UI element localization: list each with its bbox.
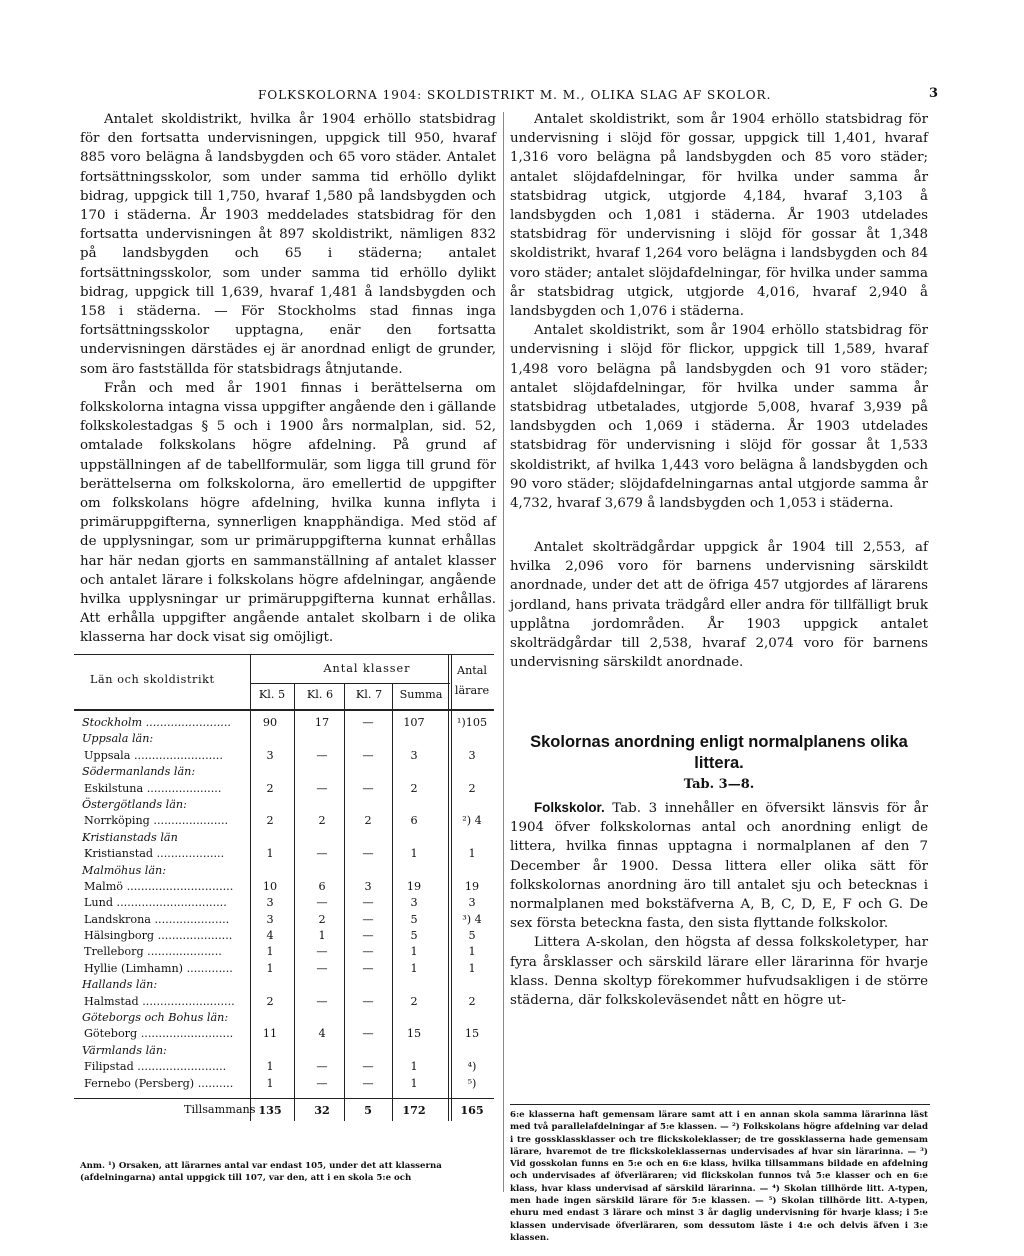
district-name: Kristianstad ................... (84, 847, 225, 861)
table-cell: 1 (410, 945, 418, 959)
table-cell: — (362, 896, 374, 910)
right-column (510, 110, 928, 513)
table-row (74, 863, 494, 879)
table-cell: 1 (266, 945, 274, 959)
table-row (74, 1059, 494, 1075)
table-cell: 1 (468, 945, 476, 959)
header-kl7: Kl. 7 (355, 688, 383, 701)
table-cell: 2 (468, 781, 476, 795)
table-cell: 3 (266, 748, 274, 762)
table-cell: — (362, 912, 374, 926)
table-cell: 165 (460, 1102, 484, 1117)
district-name: Hälsingborg ..................... (84, 929, 233, 943)
table-cell: 90 (262, 716, 278, 729)
table-cell: 4 (266, 929, 274, 943)
table-cell: 172 (402, 1102, 426, 1117)
district-name: Uppsala ......................... (84, 748, 223, 762)
table-cell: 1 (410, 1076, 418, 1090)
table-row (74, 797, 494, 813)
table-cell: ²) 4 (462, 814, 482, 828)
paragraph: Antalet skolträdgårdar uppgick år 1904 till 2,553, af hvilka 2,096 voro för barnens undervisning särskildt anordnade, under det att de öfriga 457 utgjordes af lärarens jordland, hans privata trädgård eller andra för tillfälligt bruk upplåtna jordområden. År 1903 uppgick antalet skolträdgårdar till 2,538, hvaraf 2,074 voro för barnens undervisning särskildt anordnade. (510, 540, 928, 671)
district-name: Norrköping ..................... (84, 814, 229, 828)
table-cell: 2 (410, 781, 418, 795)
table-row (74, 1076, 494, 1092)
table-cell: 15 (464, 1027, 480, 1041)
district-name: Kristianstads län (82, 830, 178, 844)
table-row (74, 715, 494, 731)
table-header (74, 654, 494, 711)
table-cell: 10 (262, 879, 278, 893)
table-cell: ¹)105 (456, 716, 488, 729)
table-cell: 3 (364, 879, 372, 893)
table-row (74, 912, 494, 928)
table-cell: 1 (410, 1060, 418, 1074)
table-cell: — (362, 1060, 374, 1074)
district-name: Halmstad .......................... (84, 994, 235, 1008)
table-cell: 1 (266, 1060, 274, 1074)
district-name: Fernebo (Persberg) .......... (84, 1076, 234, 1090)
table-cell: 3 (468, 896, 476, 910)
table-cell: 6 (318, 879, 326, 893)
table-row (74, 1098, 494, 1121)
folkskolor-text: Tab. 3 innehåller en öfversikt länsvis för år 1904 öfver folkskolornas antal och anordning enligt de littera, hvilka finnas upptagna i normalplanen af den 7 December år 1900. Dessa littera eller olika sätt för folkskolornas anordning äro till antalet sju och betecknas i normalplanen med bokstäfverna A, B, C, D, E, F och G. De sex första beteckna fasta, den sista flyttande folkskolor. (510, 801, 928, 932)
table-cell: 6 (410, 814, 418, 828)
table-cell: — (362, 1076, 374, 1090)
header-classes: Antal klasser (323, 662, 411, 675)
district-name: Tillsammans (184, 1102, 256, 1116)
table-row (74, 781, 494, 797)
footnote-rule (510, 1104, 930, 1105)
table-cell: — (362, 781, 374, 795)
table-cell: 2 (364, 814, 372, 828)
table-cell: 15 (406, 1027, 422, 1041)
table-cell: 1 (266, 847, 274, 861)
footnote-text: 6:e klasserna haft gemensam lärare samt att i en annan skola samma lärarinna läst med två parallelafdelningar af 5:e klassen. — ²) Folkskolans högre afdelning var delad i tre gossklassklasser och tre flickskoleklasser; de tre gossklasserna hade gemensam lärare, hvaremot de tre flickskoleklassernas undervisades af hvar sin lärarinna. — ³) Vid gosskolan funns en 5:e och en 6:e klass, hvilka tillsammans bildade en afdelning och undervisades af öfverläraren; vid flickskolan funnos två 5:e klasser och en 6:e klass, hvar klass undervisad af särskild lärarinna. — ⁴) Skolan tillhörde litt. A-typen, men hade ingen särskild lärare för 5:e klassen. — ⁵) Skolan tillhörde litt. A-typen, ehuru med endast 3 lärare och minst 3 år daglig undervisning för hvarje klass; i 5:e klassen undervisade öfverläraren, som dessutom läste i 4:e och delvis äfven i 3:e klassen. (510, 1110, 928, 1243)
table-cell: 19 (464, 879, 480, 893)
table-cell: 2 (410, 994, 418, 1008)
table-cell: 3 (410, 896, 418, 910)
table-cell: — (316, 748, 328, 762)
right-column-gardens (510, 538, 928, 672)
table-cell: — (316, 1060, 328, 1074)
paragraph: Littera A-skolan, den högsta af dessa folkskoletyper, har fyra årsklasser och särskild lärare eller lärarinna för hvarje klass. Denna skoltyp förekommer hufvudsakligen i de större städerna, där folkskoleväsendet nått en högre ut- (510, 935, 928, 1009)
district-name: Östergötlands län: (82, 797, 187, 811)
paragraph: Antalet skoldistrikt, hvilka år 1904 erhöllo statsbidrag för den fortsatta undervisningen, uppgick till 950, hvaraf 885 voro belägna å landsbygden och 65 voro städer. Antalet fortsättningsskolor, som under samma tid erhöllo dylikt bidrag, uppgick till 1,750, hvaraf 1,580 på landsbygden och 170 i städerna. År 1903 meddelades statsbidrag för den fortsatta undervisningen åt 897 skoldistrikt, nämligen 832 på landsbygden och 65 i städerna; antalet fortsättningsskolor, som under samma tid erhöllo dylikt bidrag, uppgick till 1,639, hvaraf 1,481 å landsbygden och 158 i städerna. — För Stockholms stad finnas inga fortsättningsskolor upptagna, enär den fortsatta undervisningen därstädes ej är anordnad enligt de grunder, som äro fastställda för statsbidrags åtnjutande. (80, 112, 496, 377)
table-row (74, 977, 494, 993)
table-cell: ³) 4 (462, 912, 482, 926)
district-name: Göteborg .......................... (84, 1027, 234, 1041)
table-cell: 3 (266, 912, 274, 926)
table-cell: 1 (410, 961, 418, 975)
classes-table (74, 654, 494, 1121)
table-row (74, 731, 494, 747)
header-summa: Summa (399, 688, 443, 701)
district-name: Landskrona ..................... (84, 912, 230, 926)
table-row (74, 1026, 494, 1042)
table-cell: 2 (468, 994, 476, 1008)
table-cell: 5 (410, 929, 418, 943)
table-cell: 3 (266, 896, 274, 910)
district-name: Hallands län: (82, 978, 158, 992)
header-teachers: Antal lärare (454, 664, 490, 697)
table-cell: 2 (266, 781, 274, 795)
table-cell: — (316, 847, 328, 861)
table-cell: — (316, 945, 328, 959)
page-number: 3 (929, 86, 940, 101)
district-name: Stockholm ........................ (82, 716, 231, 729)
table-cell: ⁴) (467, 1060, 477, 1074)
left-column (80, 110, 496, 648)
table-row (74, 1010, 494, 1026)
district-name: Hyllie (Limhamn) ............. (84, 961, 233, 975)
table-row (74, 813, 494, 829)
paragraph: Antalet skoldistrikt, som år 1904 erhöllo statsbidrag för undervisning i slöjd för flickor, uppgick till 1,589, hvaraf 1,498 voro belägna på landsbygden och 91 voro städer; antalet slöjdafdelningar, för hvilka under samma år statsbidrag utbetalades, utgjorde 5,008, hvaraf 3,939 på landsbygden och 1,069 i städerna. År 1903 utdelades statsbidrag för undervisning i slöjd för gossar åt 1,533 skoldistrikt, af hvilka 1,443 voro belägna å landsbygden och 90 voro städer; slöjdafdelningarnas antal utgjorde samma år 4,732, hvaraf 3,679 å landsbygden och 1,053 i städerna. (510, 323, 928, 512)
folkskolor-section (510, 798, 928, 1010)
paragraph: Antalet skoldistrikt, som år 1904 erhöllo statsbidrag för undervisning i slöjd för gossar, uppgick till 1,401, hvaraf 1,316 voro belägna på landsbygden och 85 voro städer; antalet slöjdafdelningar, för hvilka under samma år statsbidrag utgick, utgjorde 4,184, hvaraf 3,103 å landsbygden och 1,081 i städerna. År 1903 utdelades statsbidrag för undervisning i slöjd för gossar åt 1,348 skoldistrikt, hvaraf 1,264 voro belägna i landsbygden och 84 voro städer; antalet slöjdafdelningar, för hvilka under samma år statsbidrag utgick, utgjorde 4,016, hvaraf 2,940 å landsbygden och 1,076 i städerna. (510, 112, 928, 320)
table-cell: — (362, 847, 374, 861)
table-cell: — (362, 929, 374, 943)
header-district: Län och skoldistrikt (90, 673, 215, 686)
table-row (74, 830, 494, 846)
table-cell: — (362, 748, 374, 762)
district-name: Malmöhus län: (82, 863, 166, 877)
table-row (74, 846, 494, 862)
table-cell: 5 (468, 929, 476, 943)
district-name: Malmö .............................. (84, 879, 234, 893)
table-cell: 1 (410, 847, 418, 861)
table-cell: 19 (406, 879, 422, 893)
district-name: Lund ............................... (84, 896, 227, 910)
table-cell: — (362, 945, 374, 959)
district-name: Trelleborg ..................... (84, 945, 222, 959)
table-cell: — (316, 994, 328, 1008)
table-cell: 1 (318, 929, 326, 943)
header-kl5: Kl. 5 (258, 688, 286, 701)
section-heading: Skolornas anordning enligt normalplanens olika littera. (530, 733, 908, 772)
table-row (74, 764, 494, 780)
table-cell: ⁵) (467, 1076, 477, 1090)
district-name: Uppsala län: (82, 732, 154, 746)
table-cell: — (316, 961, 328, 975)
table-cell: 3 (468, 748, 476, 762)
district-name: Filipstad ......................... (84, 1060, 227, 1074)
table-cell: 2 (266, 814, 274, 828)
table-cell: 11 (262, 1027, 278, 1041)
district-name: Södermanlands län: (82, 765, 196, 779)
table-cell: 135 (258, 1102, 282, 1117)
table-cell: — (362, 1027, 374, 1041)
table-cell: 1 (266, 961, 274, 975)
table-cell: 32 (314, 1102, 330, 1117)
table-cell: 2 (266, 994, 274, 1008)
district-name: Eskilstuna ..................... (84, 781, 222, 795)
left-footnote: Anm. ¹) Orsaken, att lärarnes antal var endast 105, under det att klasserna (afdelningarna) antal uppgick till 107, var den, att i en skola 5:e och (80, 1161, 442, 1184)
running-title: FOLKSKOLORNA 1904: SKOLDISTRIKT M. M., OLIKA SLAG AF SKOLOR. (258, 88, 772, 102)
table-row (74, 748, 494, 764)
table-cell: — (316, 896, 328, 910)
paragraph (510, 798, 928, 933)
paragraph: Från och med år 1901 finnas i berättelserna om folkskolorna intagna vissa uppgifter angående den i gällande folkskolestadgas § 5 och i 1900 års normalplan, sid. 52, omtalade folkskolans högre afdelning. På grund af uppställningen af de tabellformulär, som ligga till grund för berättelserna om folkskolorna, äro emellertid de uppgifter om folkskolans högre afdelning, hvilka kunna inflyta i primäruppgifterna, synnerligen knapphändiga. Med stöd af de upplysningar, som ur primäruppgifterna kunnat erhållas har här nedan gjorts en sammanställning af antalet klasser och antalet lärare i folkskolans högre afdelningar, angående hvilka upplysningar ur primäruppgifterna kunnat erhållas. Att erhålla uppgifter angående antalet skolbarn i de olika klasserna har dock visat sig omöjligt. (80, 380, 496, 646)
column-divider (503, 112, 504, 1192)
table-cell: 1 (468, 961, 476, 975)
table-cell: — (316, 781, 328, 795)
table-row (74, 944, 494, 960)
table-reference: Tab. 3—8. (683, 777, 755, 792)
table-cell: 2 (318, 814, 326, 828)
table-cell: — (316, 1076, 328, 1090)
table-cell: 5 (410, 912, 418, 926)
table-body (74, 715, 494, 1121)
header-kl6: Kl. 6 (306, 688, 334, 701)
table-cell: 107 (403, 716, 425, 729)
table-cell: 2 (318, 912, 326, 926)
table-cell: — (362, 961, 374, 975)
table-row (74, 879, 494, 895)
table-cell: 5 (364, 1102, 372, 1117)
table-row (74, 961, 494, 977)
table-row (74, 895, 494, 911)
district-name: Göteborgs och Bohus län: (82, 1011, 229, 1025)
table-cell: 3 (410, 748, 418, 762)
table-cell: 1 (266, 1076, 274, 1090)
table-cell: 17 (314, 716, 330, 729)
table-row (74, 1043, 494, 1059)
table-cell: 4 (318, 1027, 326, 1041)
table-row (74, 994, 494, 1010)
folkskolor-title: Folkskolor. (534, 800, 605, 815)
table-cell: — (362, 716, 374, 729)
right-footnote (510, 1104, 928, 1244)
table-row (74, 928, 494, 944)
table-cell: 1 (468, 847, 476, 861)
district-name: Värmlands län: (82, 1043, 167, 1057)
table-cell: — (362, 994, 374, 1008)
